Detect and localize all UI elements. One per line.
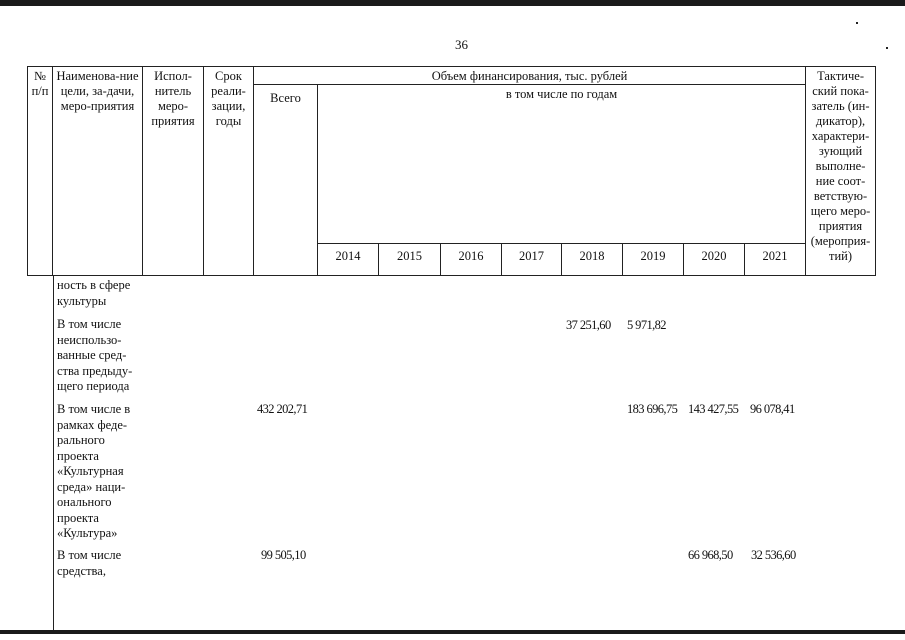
value-2019: 5 971,82 xyxy=(627,318,666,332)
year-header-2021: 2021 xyxy=(745,244,806,276)
scan-speck xyxy=(886,47,888,49)
year-header-2020: 2020 xyxy=(684,244,745,276)
value-2019: 183 696,75 xyxy=(627,402,678,416)
year-header-2018: 2018 xyxy=(562,244,623,276)
bottom-scan-border xyxy=(0,630,905,634)
scan-speck xyxy=(856,22,858,24)
value-2020: 143 427,55 xyxy=(688,402,739,416)
year-header-2016: 2016 xyxy=(441,244,502,276)
col-executor-header: Испол-нитель меро-приятия xyxy=(143,67,204,276)
table-header xyxy=(27,66,876,276)
row-name: В том числе неиспользо-ванные сред-ства предыду-щего периода xyxy=(57,317,133,393)
col-funding-header: Объем финансирования, тыс. рублей xyxy=(254,67,806,85)
col-by-years-header: в том числе по годам xyxy=(318,85,806,244)
top-scan-border xyxy=(0,0,905,6)
value-2021: 32 536,60 xyxy=(751,548,796,562)
value-2020: 66 968,50 xyxy=(688,548,733,562)
value-2018: 37 251,60 xyxy=(566,318,611,332)
col-indicator-header: Тактиче-ский пока-затель (ин-дикатор), характери-зующий выполне-ние соот-ветствую-щего меро-приятия (мероприя-тий) xyxy=(806,67,876,276)
value-total: 99 505,10 xyxy=(261,548,306,562)
year-header-2014: 2014 xyxy=(318,244,379,276)
year-header-2015: 2015 xyxy=(379,244,441,276)
page-number: 36 xyxy=(455,37,468,52)
body-column-divider xyxy=(53,276,54,630)
row-name: В том числе в рамках феде-рального проекта «Культурная среда» наци-онального проекта «Культура» xyxy=(57,402,131,540)
col-term-header: Срок реали-зации, годы xyxy=(204,67,254,276)
year-header-2019: 2019 xyxy=(623,244,684,276)
col-name-header: Наименова-ние цели, за-дачи, меро-приятия xyxy=(53,67,143,276)
col-total-header: Всего xyxy=(254,85,318,276)
value-total: 432 202,71 xyxy=(257,402,308,416)
col-no-header: № п/п xyxy=(28,67,53,276)
row-name: В том числе средства, xyxy=(57,548,122,578)
value-2021: 96 078,41 xyxy=(750,402,795,416)
year-header-2017: 2017 xyxy=(502,244,562,276)
row-name: ность в сфере культуры xyxy=(57,278,131,308)
